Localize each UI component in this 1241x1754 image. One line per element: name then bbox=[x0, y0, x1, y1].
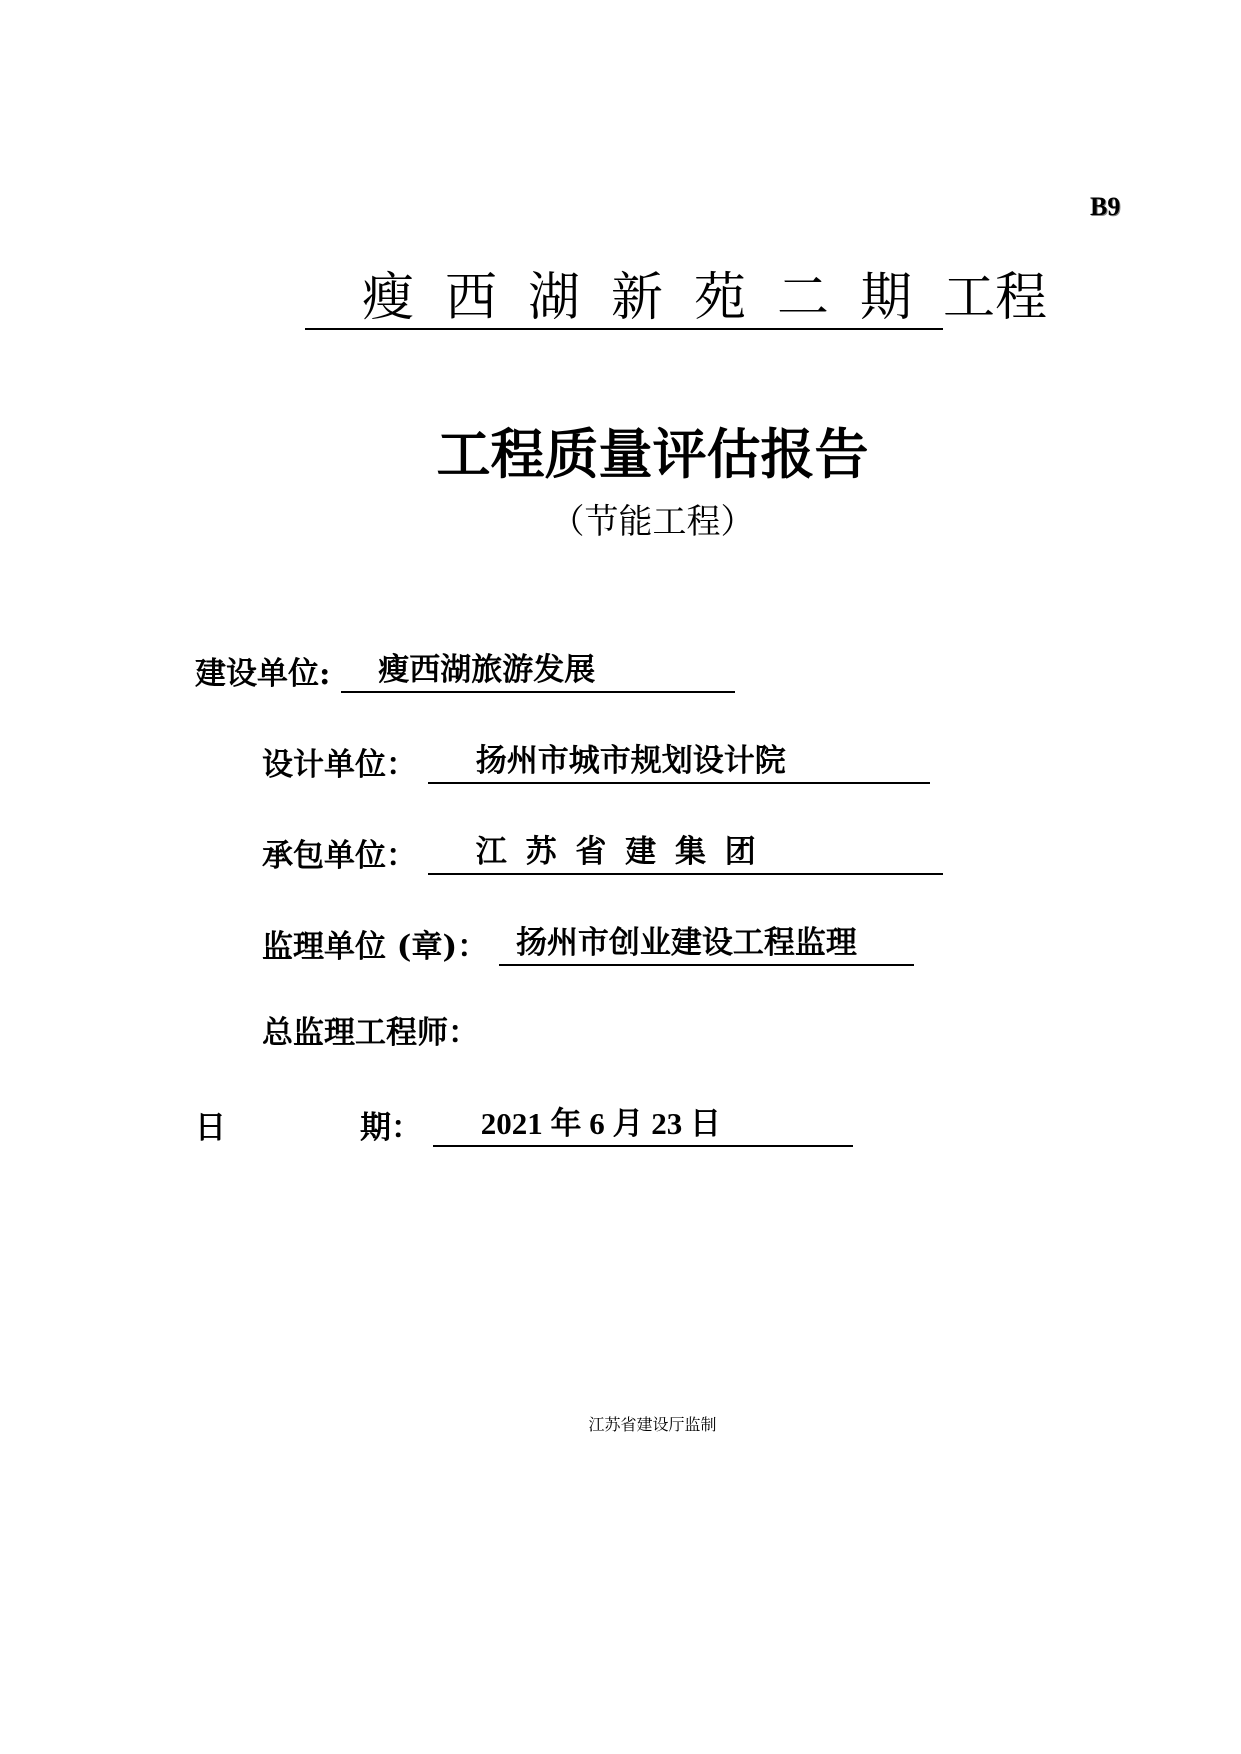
chief-engineer-label: 总监理工程师： bbox=[262, 1015, 479, 1051]
supervision-unit-label: 监理单位 (章)： bbox=[262, 929, 489, 965]
date-value: 2021 年 6 月 23 日 bbox=[433, 1098, 853, 1147]
form-code: B9 bbox=[1090, 192, 1121, 221]
project-name: 瘦西湖新苑二期 bbox=[305, 268, 943, 330]
design-unit-field bbox=[262, 735, 930, 784]
date-label-period: 期： bbox=[360, 1110, 422, 1146]
project-name-suffix: 工程 bbox=[943, 268, 1048, 328]
chief-engineer-field bbox=[262, 1007, 479, 1052]
report-subtitle: （节能工程） bbox=[550, 502, 755, 542]
contractor-value: 江 苏 省 建 集 团 bbox=[428, 826, 943, 875]
construction-unit-label: 建设单位: bbox=[195, 656, 331, 692]
supervision-unit-field bbox=[262, 917, 914, 966]
construction-unit-value: 瘦西湖旅游发展 bbox=[341, 644, 735, 693]
date-field bbox=[195, 1098, 853, 1147]
project-title bbox=[305, 268, 1047, 330]
design-unit-label: 设计单位： bbox=[262, 747, 417, 783]
contractor-label: 承包单位： bbox=[262, 838, 417, 874]
report-title: 工程质量评估报告 bbox=[436, 423, 869, 486]
contractor-field bbox=[262, 826, 943, 875]
supervision-unit-value: 扬州市创业建设工程监理 bbox=[499, 917, 914, 966]
issuer-footer: 江苏省建设厅监制 bbox=[588, 1415, 717, 1434]
construction-unit-field bbox=[195, 644, 735, 693]
date-label-day: 日 bbox=[195, 1110, 226, 1146]
design-unit-value: 扬州市城市规划设计院 bbox=[428, 735, 930, 784]
